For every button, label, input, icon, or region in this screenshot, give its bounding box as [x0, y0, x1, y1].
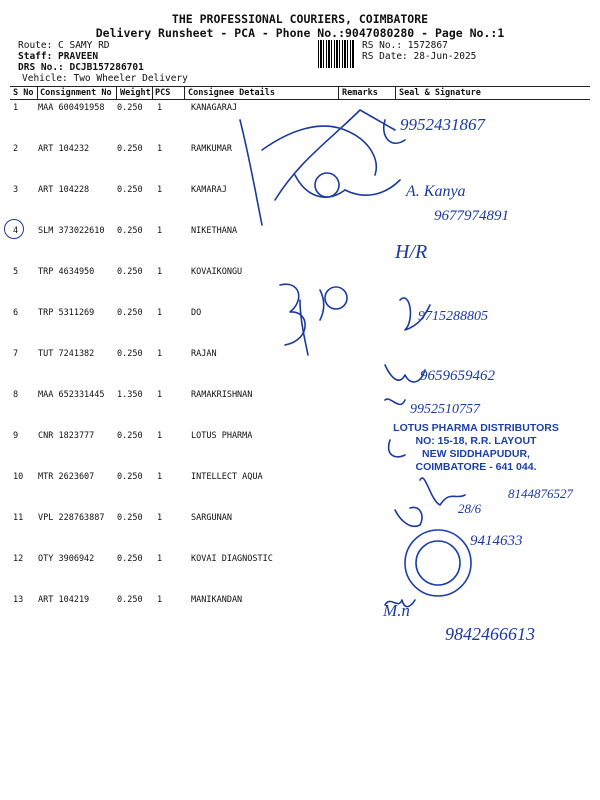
- stamp-line-3: NEW SIDDHAPUDUR,: [422, 448, 530, 460]
- row-pcs: 1: [157, 144, 163, 154]
- handwritten-initials: M.n: [383, 601, 410, 620]
- row-consignment-no: VPL 228763887: [38, 513, 105, 523]
- row-consignee-details: KANAGARAJ: [191, 103, 238, 113]
- row-consignee-details: KAMARAJ: [191, 185, 227, 195]
- row-pcs: 1: [157, 267, 163, 277]
- row-weight: 0.250: [117, 308, 143, 318]
- header-consignee-details: Consignee Details: [188, 88, 275, 98]
- row-weight: 0.250: [117, 431, 143, 441]
- row-sno: 9: [13, 431, 19, 441]
- table-row: [10, 554, 590, 594]
- barcode: [318, 40, 354, 68]
- row-consignee-details: DO: [191, 308, 202, 318]
- row-weight: 0.250: [117, 472, 143, 482]
- handwritten-phone: 9414633: [470, 533, 523, 549]
- rs-date: RS Date: 28-Jun-2025: [362, 51, 477, 62]
- column-divider: [184, 86, 185, 99]
- handwritten-date: 28/6: [458, 501, 482, 516]
- row-pcs: 1: [157, 103, 163, 113]
- handwritten-phone: 9715288805: [418, 309, 488, 324]
- row-pcs: 1: [157, 595, 163, 605]
- table-row: [10, 144, 590, 184]
- row-consignee-details: RAJAN: [191, 349, 217, 359]
- row-sno: 5: [13, 267, 19, 277]
- row-weight: 0.250: [117, 103, 143, 113]
- row-consignee-details: KOVAI DIAGNOSTIC: [191, 554, 273, 564]
- row-consignment-no: MAA 600491958: [38, 103, 105, 113]
- staff-label: Staff: PRAVEEN: [18, 51, 99, 62]
- column-divider: [152, 86, 153, 99]
- vehicle-label: Vehicle: Two Wheeler Delivery: [22, 73, 188, 84]
- row-consignment-no: CNR 1823777: [38, 431, 95, 441]
- handwritten-phone: 8144876527: [508, 486, 573, 501]
- row-weight: 0.250: [117, 144, 143, 154]
- table-row: [10, 595, 590, 635]
- row-consignment-no: MAA 652331445: [38, 390, 105, 400]
- row-sno: 13: [13, 595, 24, 605]
- table-row: [10, 226, 590, 266]
- row-weight: 1.350: [117, 390, 143, 400]
- table-header-rule: [10, 99, 590, 100]
- route-label: Route: C SAMY RD: [18, 40, 110, 51]
- circle-mark: [4, 219, 24, 239]
- column-divider: [338, 86, 339, 99]
- stamp-line-1: LOTUS PHARMA DISTRIBUTORS: [393, 422, 559, 434]
- table-row: [10, 513, 590, 553]
- row-consignment-no: ART 104228: [38, 185, 90, 195]
- row-pcs: 1: [157, 390, 163, 400]
- handwritten-phone: 9659659462: [420, 368, 495, 384]
- row-sno: 3: [13, 185, 19, 195]
- row-consignment-no: SLM 373022610: [38, 226, 105, 236]
- handwritten-phone: 9952510757: [410, 402, 480, 417]
- row-pcs: 1: [157, 472, 163, 482]
- row-sno: 4: [13, 226, 19, 236]
- row-consignee-details: SARGUNAN: [191, 513, 232, 523]
- row-weight: 0.250: [117, 595, 143, 605]
- row-weight: 0.250: [117, 185, 143, 195]
- handwritten-initials: H/R: [395, 241, 428, 263]
- column-divider: [116, 86, 117, 99]
- row-consignee-details: LOTUS PHARMA: [191, 431, 253, 441]
- row-consignment-no: OTY 3906942: [38, 554, 95, 564]
- row-consignee-details: RAMKUMAR: [191, 144, 232, 154]
- table-row: [10, 185, 590, 225]
- table-row: [10, 472, 590, 512]
- row-consignee-details: MANIKANDAN: [191, 595, 243, 605]
- row-consignee-details: KOVAIKONGU: [191, 267, 243, 277]
- handwritten-phone: 9677974891: [434, 208, 509, 224]
- row-pcs: 1: [157, 513, 163, 523]
- row-consignment-no: TUT 7241382: [38, 349, 95, 359]
- table-row: [10, 103, 590, 143]
- row-consignment-no: MTR 2623607: [38, 472, 95, 482]
- row-sno: 11: [13, 513, 24, 523]
- row-weight: 0.250: [117, 554, 143, 564]
- company-title: THE PROFESSIONAL COURIERS, COIMBATORE: [171, 12, 429, 26]
- stamp-line-2: NO: 15-18, R.R. LAYOUT: [415, 435, 537, 447]
- handwritten-phone: 9842466613: [445, 624, 535, 644]
- header-pcs: PCS: [155, 88, 171, 98]
- row-pcs: 1: [157, 431, 163, 441]
- header-remarks: Remarks: [342, 88, 378, 98]
- row-consignee-details: INTELLECT AQUA: [191, 472, 263, 482]
- table-row: [10, 349, 590, 389]
- table-row: [10, 308, 590, 348]
- row-weight: 0.250: [117, 226, 143, 236]
- header-weight: Weight: [120, 88, 151, 98]
- handwritten-phone: 9952431867: [400, 115, 485, 134]
- row-consignee-details: NIKETHANA: [191, 226, 238, 236]
- row-weight: 0.250: [117, 349, 143, 359]
- table-top-rule: [10, 86, 590, 87]
- row-sno: 2: [13, 144, 19, 154]
- row-sno: 1: [13, 103, 19, 113]
- row-sno: 10: [13, 472, 24, 482]
- row-sno: 6: [13, 308, 19, 318]
- row-pcs: 1: [157, 226, 163, 236]
- header-consignment: Consignment No: [40, 88, 112, 98]
- row-consignment-no: ART 104232: [38, 144, 90, 154]
- rs-number: RS No.: 1572867: [362, 40, 448, 51]
- row-consignment-no: TRP 4634950: [38, 267, 95, 277]
- handwritten-name: A. Kanya: [406, 183, 466, 200]
- stamp-line-4: COIMBATORE - 641 044.: [415, 461, 537, 473]
- runsheet-subtitle: Delivery Runsheet - PCA - Phone No.:9047080280 - Page No.:1: [95, 26, 505, 40]
- row-pcs: 1: [157, 349, 163, 359]
- row-sno: 12: [13, 554, 24, 564]
- header-sno: S No: [13, 88, 34, 98]
- row-sno: 7: [13, 349, 19, 359]
- table-row: [10, 267, 590, 307]
- row-consignee-details: RAMAKRISHNAN: [191, 390, 253, 400]
- row-consignment-no: ART 104219: [38, 595, 90, 605]
- row-sno: 8: [13, 390, 19, 400]
- column-divider: [37, 86, 38, 99]
- row-weight: 0.250: [117, 267, 143, 277]
- row-pcs: 1: [157, 308, 163, 318]
- column-divider: [395, 86, 396, 99]
- row-weight: 0.250: [117, 513, 143, 523]
- header-seal-signature: Seal & Signature: [399, 88, 481, 98]
- row-pcs: 1: [157, 554, 163, 564]
- row-consignment-no: TRP 5311269: [38, 308, 95, 318]
- drs-number: DRS No.: DCJB157286701: [18, 62, 144, 73]
- row-pcs: 1: [157, 185, 163, 195]
